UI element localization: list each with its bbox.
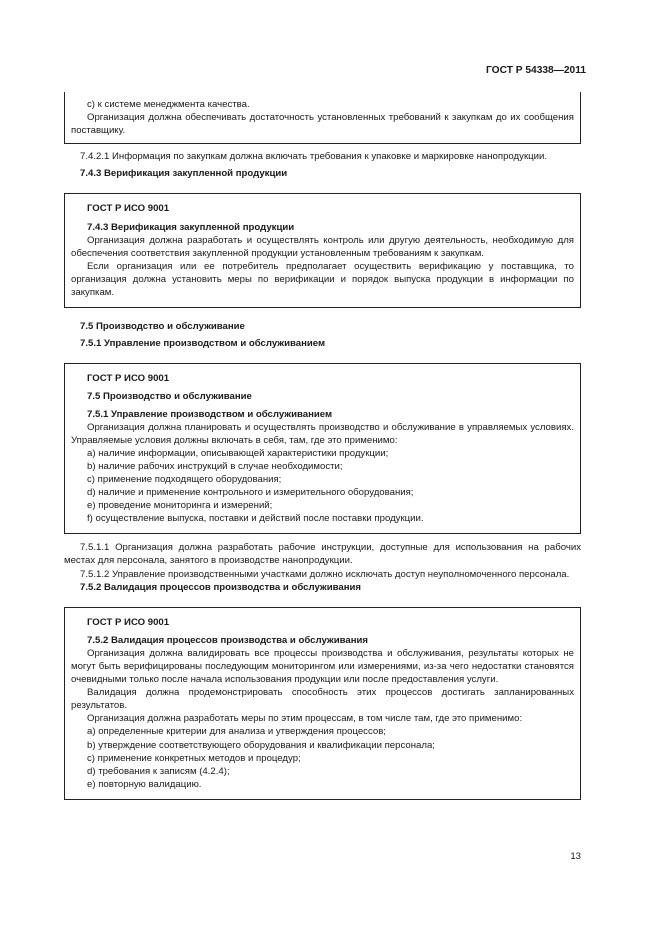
quoted-heading-7-5-1: 7.5.1 Управление производством и обслуживанием: [87, 408, 333, 420]
heading-7-5-2: 7.5.2 Валидация процессов производства и обслуживания: [80, 581, 361, 593]
list-item: c) применение конкретных методов и процедур;: [87, 752, 301, 764]
list-item: c) к системе менеджмента качества.: [87, 99, 250, 110]
standard-reference: ГОСТ Р ИСО 9001: [87, 373, 170, 385]
section-7-5-headings: [64, 320, 581, 350]
standard-reference: ГОСТ Р ИСО 9001: [87, 616, 170, 628]
paragraph: Если организация или ее потребитель предполагает осуществить верификацию у поставщика, то организация должна установить меры по верификации и порядок выпуска продукции в информации по закупкам.: [71, 260, 574, 299]
list-item: a) наличие информации, описывающей характеристики продукции;: [87, 447, 389, 459]
standard-reference: ГОСТ Р ИСО 9001: [87, 203, 170, 215]
quoted-heading-7-5: 7.5 Производство и обслуживание: [87, 391, 252, 403]
clause-7-4-2-1-block: [64, 150, 581, 180]
quoted-heading-7-5-2: 7.5.2 Валидация процессов производства и обслуживания: [87, 634, 368, 646]
clause-7-5-1-2: 7.5.1.2 Управление производственными участками должно исключать доступ неуполномоченного персонала.: [80, 568, 570, 580]
list-item: d) требования к записям (4.2.4);: [87, 765, 230, 777]
list-item: e) проведение мониторинга и измерений;: [87, 500, 273, 512]
paragraph: Валидация должна продемонстрировать способность этих процессов достигать запланированных результатов.: [71, 687, 574, 712]
clause-7-5-1-1: 7.5.1.1 Организация должна разработать рабочие инструкции, доступные для использования на рабочих местах для персонала, занятого в производстве нанопродукции.: [64, 542, 581, 567]
page-number: 13: [570, 851, 581, 862]
clauses-7-5-1-x-block: [64, 541, 581, 593]
paragraph: Организация должна валидировать все процессы производства и обслуживания, результаты которых не могут быть верифицированы последующим мониторингом или измерениями, из-за чего недостатки становятся очевидными только после начала использования продукции или после предоставления услуги.: [71, 647, 574, 686]
heading-7-5-1: 7.5.1 Управление производством и обслуживанием: [80, 338, 326, 350]
iso-quote-box-7-5-1: [64, 363, 581, 534]
iso-quote-box-continued: [64, 92, 581, 144]
heading-7-4-3: 7.4.3 Верификация закупленной продукции: [80, 168, 288, 180]
iso-quote-box-7-5-2: [64, 607, 581, 800]
clause-7-4-2-1: 7.4.2.1 Информация по закупкам должна включать требования к упаковке и маркировке нанопродукции.: [80, 151, 548, 163]
list-item: b) наличие рабочих инструкций в случае необходимости;: [87, 460, 343, 472]
list-item: f) осуществление выпуска, поставки и действий после поставки продукции.: [87, 513, 424, 525]
paragraph: Организация должна обеспечивать достаточность установленных требований к закупкам до их сообщения поставщику.: [71, 112, 574, 137]
list-item: d) наличие и применение контрольного и измерительного оборудования;: [87, 487, 414, 499]
page-content: [64, 92, 581, 800]
list-item: b) утверждение соответствующего оборудования и квалификации персонала;: [87, 739, 435, 751]
list-item: c) применение подходящего оборудования;: [87, 473, 282, 485]
heading-7-5: 7.5 Производство и обслуживание: [80, 321, 245, 333]
list-item: a) определенные критерии для анализа и утверждения процессов;: [87, 726, 386, 738]
paragraph: Организация должна разработать меры по этим процессам, в том числе там, где это применимо:: [87, 713, 523, 725]
paragraph: Организация должна разработать и осуществлять контроль или другую деятельность, необходимую для обеспечения соответствия закупленной продукции установленным требованиям к закупкам.: [71, 234, 574, 259]
list-item: e) повторную валидацию.: [87, 778, 202, 790]
document-code-header: ГОСТ Р 54338—2011: [486, 65, 586, 76]
quoted-heading-7-4-3: 7.4.3 Верификация закупленной продукции: [87, 221, 295, 233]
iso-quote-box-7-4-3: [64, 193, 581, 308]
paragraph: Организация должна планировать и осуществлять производство и обслуживание в управляемых условиях. Управляемые условия должны включать в себя, там, где это применимо:: [71, 421, 574, 446]
